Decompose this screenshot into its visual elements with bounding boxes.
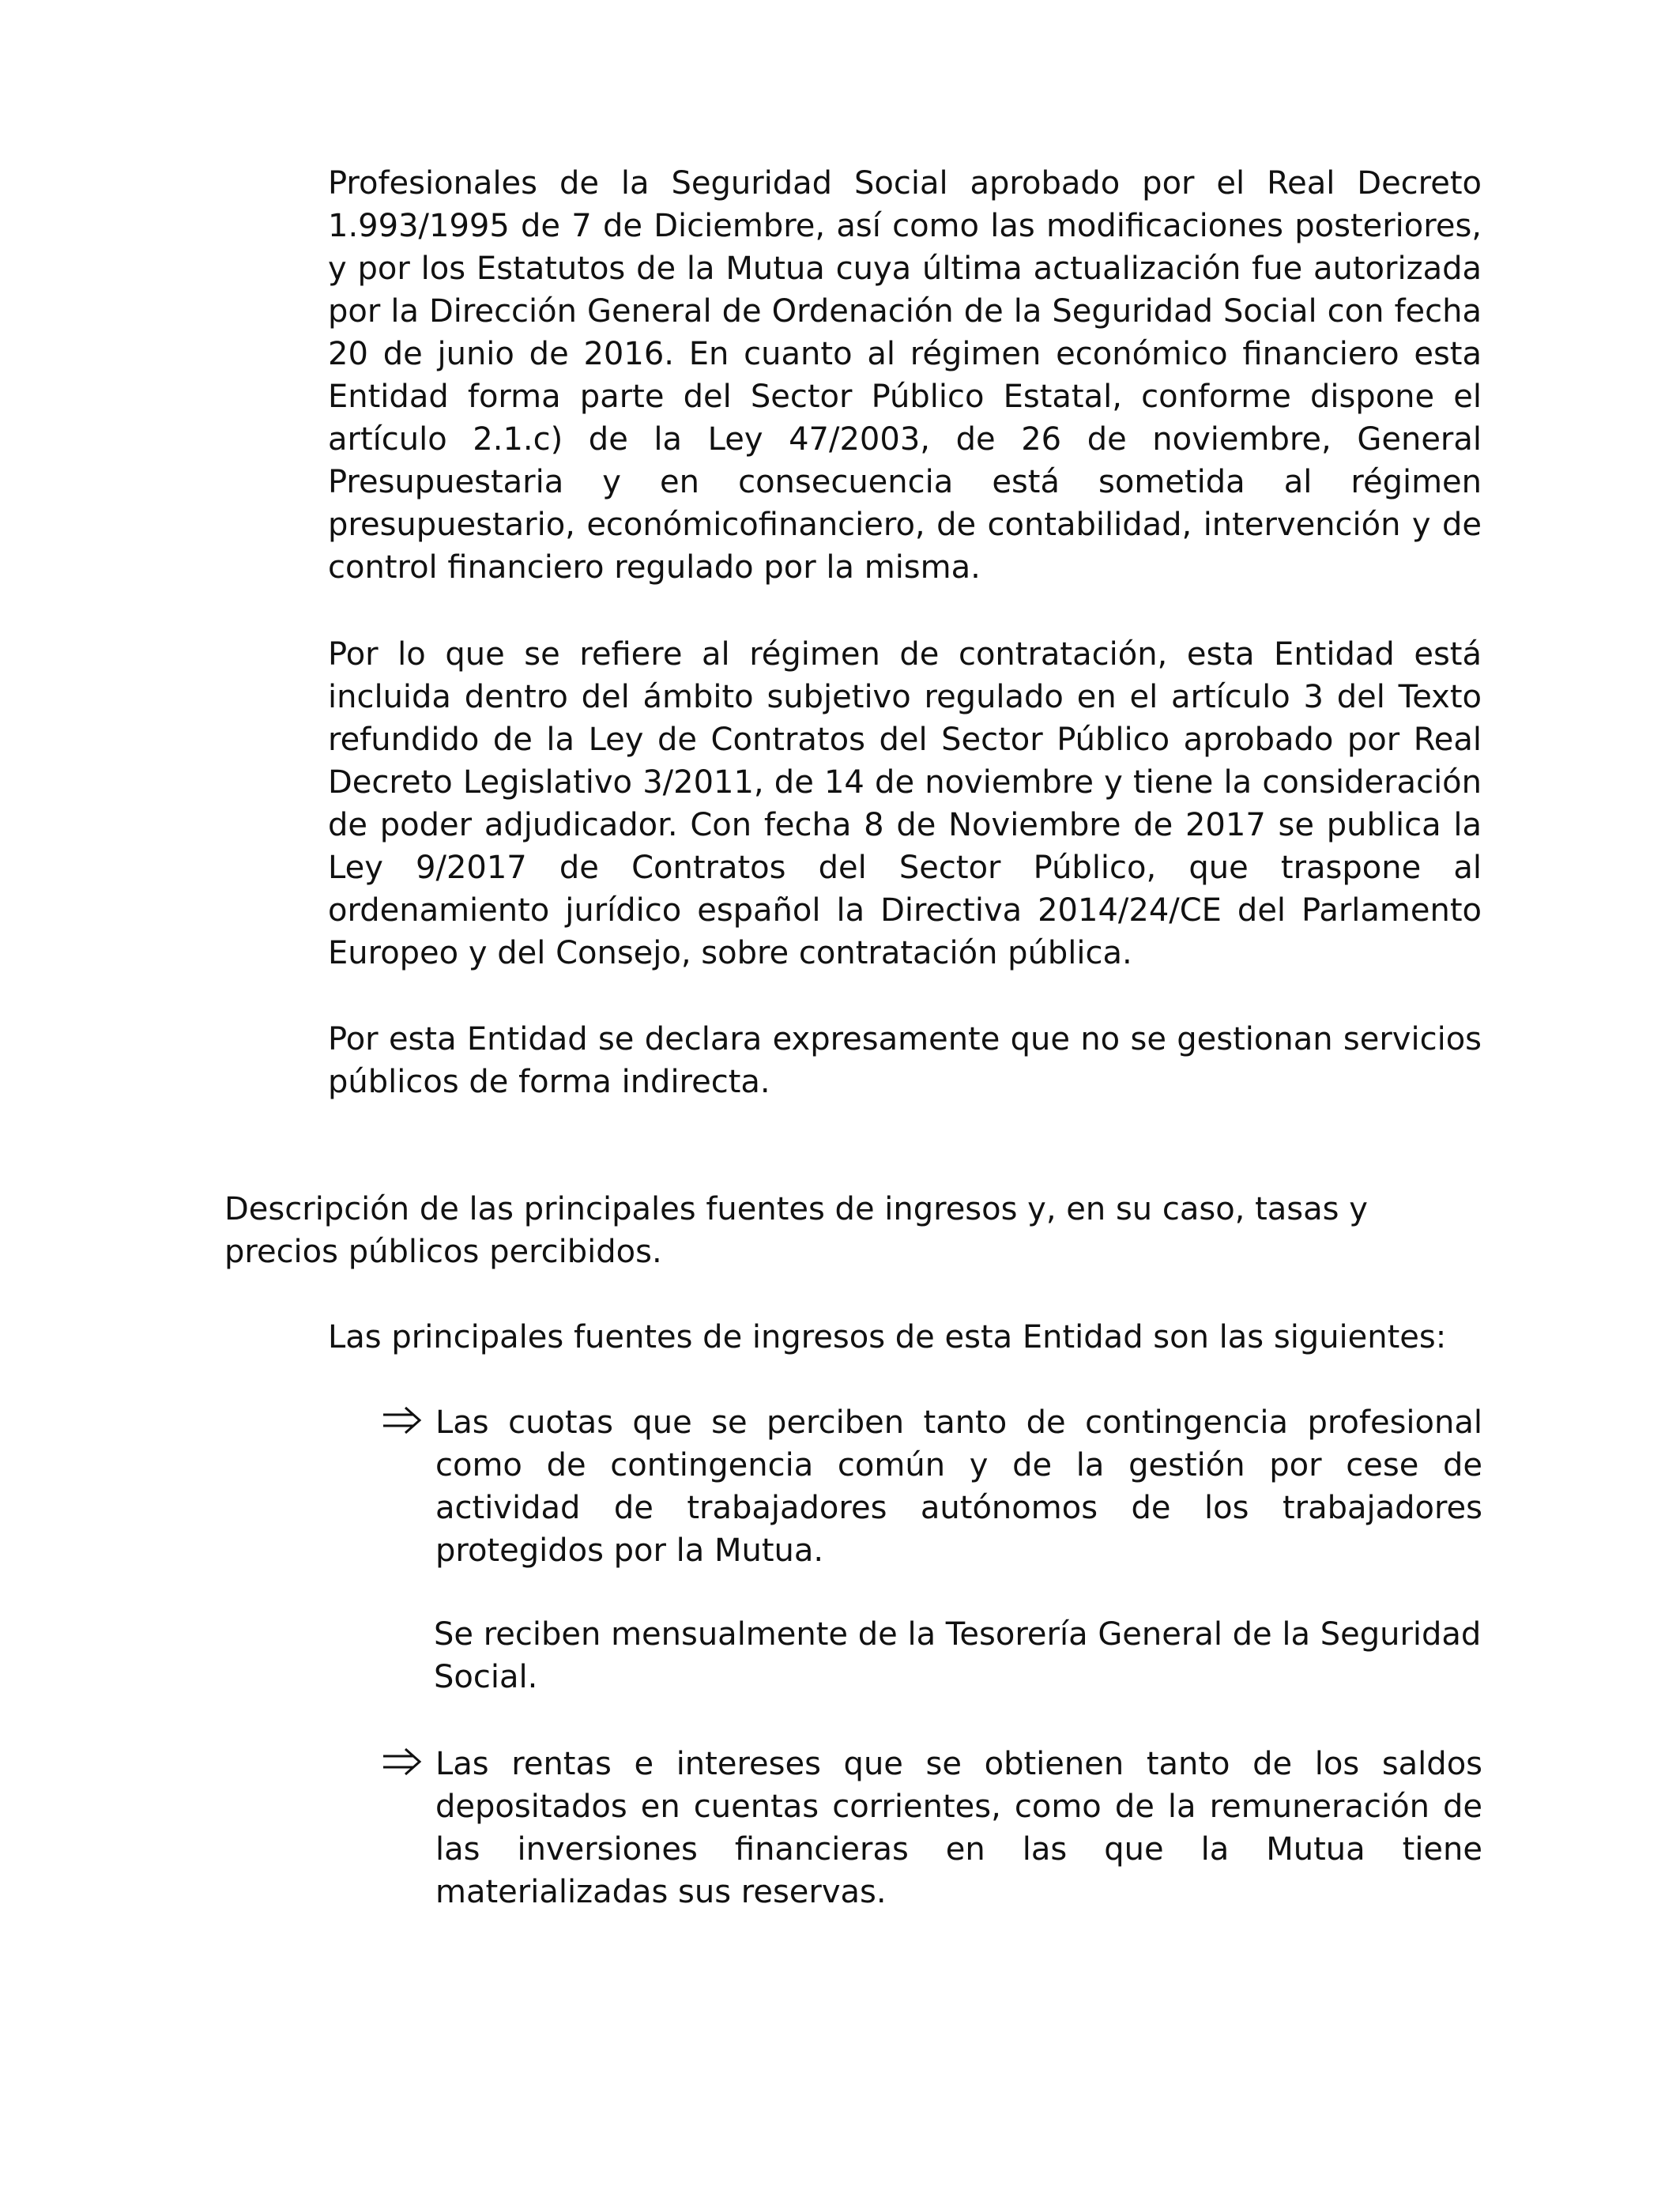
bullet-text: Las rentas e intereses que se obtienen tanto de los saldos depositados en cuentas corrientes, como de la remuneración de las inversiones financieras en las que la Mutua tiene materializadas sus reservas. [435,1746,1482,1910]
section-intro: Las principales fuentes de ingresos de esta Entidad son las siguientes: [328,1319,1447,1355]
double-arrow-right-icon [382,1746,423,1777]
paragraph-contracting-regime: Por lo que se refiere al régimen de contratación, esta Entidad está incluida dentro del ámbito subjetivo regulado en el artículo 3 del Texto refundido de la Ley de Contratos del Sector Público aprobado por Real Decreto Legislativo 3/2011, de 14 de noviembre y tiene la consideración de poder adjudicador. Con fecha 8 de Noviembre de 2017 se publica la Ley 9/2017 de Contratos del Sector Público, que traspone al ordenamiento jurídico español la Directiva 2014/24/CE del Parlamento Europeo y del Consejo, sobre contratación pública. [328,636,1482,971]
bullet-note: Se reciben mensualmente de la Tesorería General de la Seguridad Social. [434,1616,1482,1695]
bullet-text: Las cuotas que se perciben tanto de contingencia profesional como de contingencia común y de la gestión por cese de actividad de trabajadores autónomos de los trabajadores protegidos por la Mutua. [435,1404,1482,1569]
section-heading: Descripción de las principales fuentes de ingresos y, en su caso, tasas y precios públicos percibidos. [224,1191,1368,1270]
double-arrow-right-icon [382,1404,423,1436]
paragraph-public-services: Por esta Entidad se declara expresamente que no se gestionan servicios públicos de forma indirecta. [328,1021,1482,1100]
paragraph-legal-framework: Profesionales de la Seguridad Social aprobado por el Real Decreto 1.993/1995 de 7 de Diciembre, así como las modificaciones posteriores, y por los Estatutos de la Mutua cuya última actualización fue autorizada por la Dirección General de Ordenación de la Seguridad Social con fecha 20 de junio de 2016. En cuanto al régimen económico financiero esta Entidad forma parte del Sector Público Estatal, conforme dispone el artículo 2.1.c) de la Ley 47/2003, de 26 de noviembre, General Presupuestaria y en consecuencia está sometida al régimen presupuestario, económicofinanciero, de contabilidad, intervención y de control financiero regulado por la misma. [328,165,1482,586]
